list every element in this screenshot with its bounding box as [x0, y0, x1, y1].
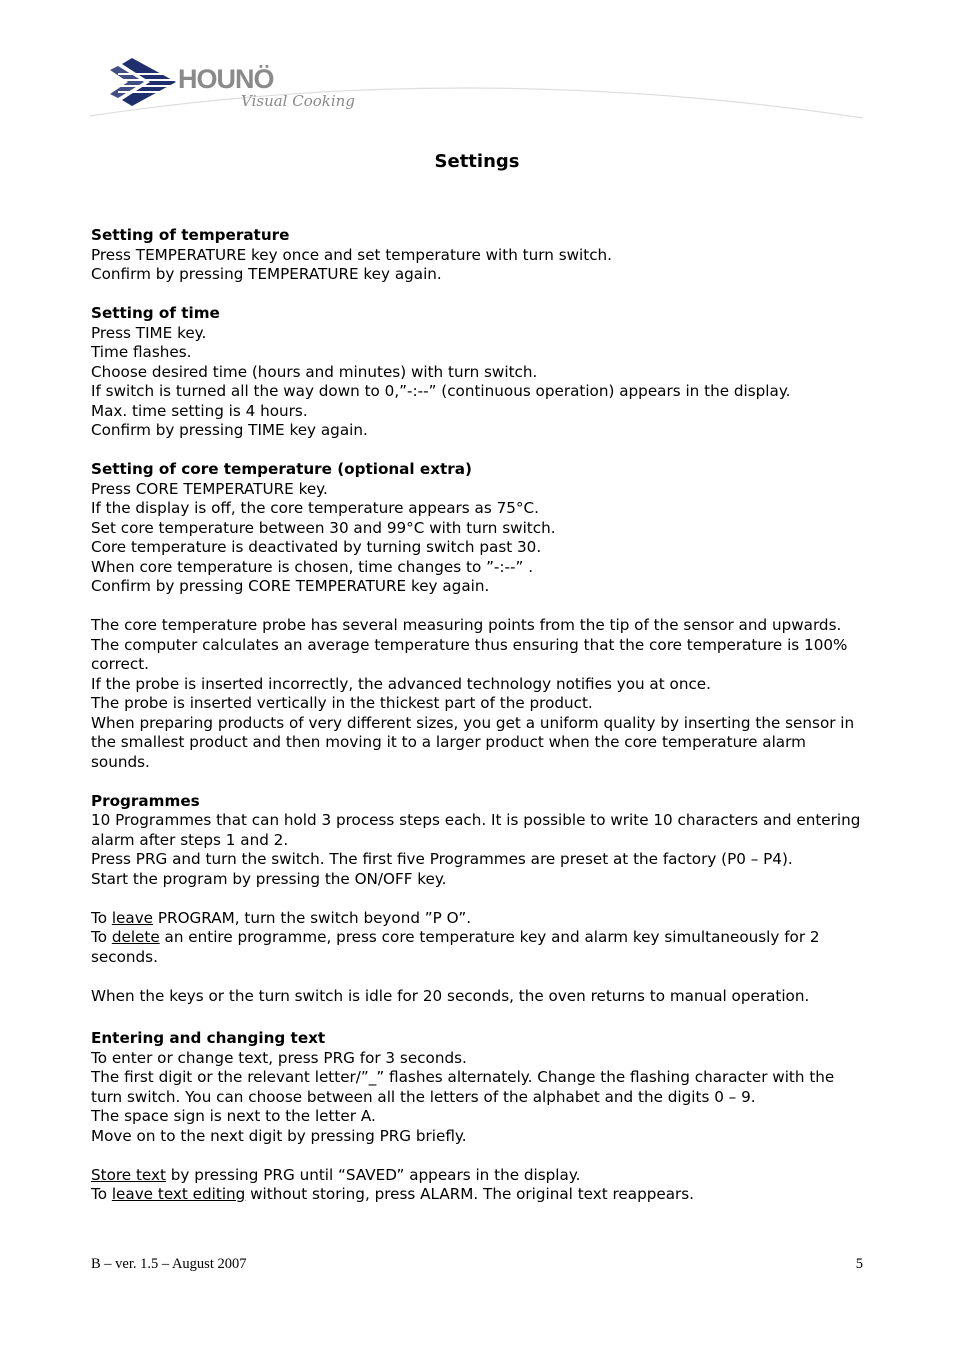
text-line: Start the program by pressing the ON/OFF key. [91, 869, 447, 888]
section-temperature [91, 226, 866, 285]
page-title: Settings [434, 151, 520, 172]
text-fragment: an entire programme, press core temperature key and alarm key simultaneously for 2 seconds. [91, 928, 820, 966]
section-heading: Setting of core temperature (optional extra) [91, 460, 472, 478]
section-programmes [91, 792, 866, 890]
text-line: Set core temperature between 30 and 99°C with turn switch. [91, 518, 556, 537]
text-line: If the display is off, the core temperature appears as 75°C. [91, 499, 539, 517]
text-line: Press CORE TEMPERATURE key. [91, 479, 328, 498]
text-line [91, 909, 866, 929]
text-fragment: without storing, press ALARM. The original text reappears. [245, 1185, 695, 1203]
section-leave-delete [91, 909, 866, 968]
text-line: Press TEMPERATURE key once and set temperature with turn switch. [91, 245, 612, 264]
text-line: The first digit or the relevant letter/”_” flashes alternately. Change the flashing character with the turn switch. You can choose between all the letters of the alphabet and the digits 0 – 9. [91, 1068, 835, 1106]
text-line: Core temperature is deactivated by turning switch past 30. [91, 538, 542, 556]
underlined-term: leave text editing [111, 1185, 246, 1203]
text-line: The core temperature probe has several measuring points from the tip of the sensor and upwards. [91, 616, 842, 634]
text-fragment: To [91, 908, 112, 927]
section-store [91, 1166, 866, 1205]
text-fragment: PROGRAM, turn the switch beyond ”P O”. [153, 908, 472, 927]
section-time [91, 304, 866, 441]
underlined-term: Store text [91, 1165, 166, 1184]
text-line [91, 928, 866, 967]
text-line: 10 Programmes that can hold 3 process steps each. It is possible to write 10 characters and entering alarm after steps 1 and 2. [91, 811, 861, 849]
text-line [91, 1185, 866, 1205]
text-fragment: To [91, 1185, 112, 1203]
text-line: Confirm by pressing TEMPERATURE key again. [91, 265, 442, 283]
section-heading: Programmes [91, 791, 200, 810]
text-line [91, 1166, 866, 1186]
text-line: When preparing products of very different sizes, you get a uniform quality by inserting the sensor in the smallest product and then moving it to a larger product when the core temperature alarm sounds. [91, 713, 855, 771]
text-line: When core temperature is chosen, time changes to ”-:--” . [91, 557, 534, 576]
text-line: When the keys or the turn switch is idle for 20 seconds, the oven returns to manual operation. [91, 986, 810, 1005]
text-line: If the probe is inserted incorrectly, the advanced technology notifies you at once. [91, 674, 711, 693]
section-heading: Setting of time [91, 304, 220, 322]
text-fragment: by pressing PRG until “SAVED” appears in the display. [165, 1165, 581, 1184]
text-fragment: To [91, 928, 112, 946]
text-line: Confirm by pressing TIME key again. [91, 421, 368, 439]
page-header [0, 0, 954, 130]
underlined-term: delete [111, 928, 160, 946]
underlined-term: leave [111, 908, 154, 927]
page-number: 5 [855, 1256, 863, 1272]
text-line: Move on to the next digit by pressing PRG briefly. [91, 1126, 467, 1145]
section-text-entry [91, 1029, 866, 1146]
section-core-temperature [91, 460, 866, 597]
text-line: Max. time setting is 4 hours. [91, 401, 308, 420]
text-line: Choose desired time (hours and minutes) with turn switch. [91, 362, 538, 381]
text-line: Time flashes. [91, 343, 192, 361]
brand-name: HOUNÖ [178, 64, 274, 94]
text-line: The space sign is next to the letter A. [91, 1107, 376, 1125]
text-line: The computer calculates an average temperature thus ensuring that the core temperature is 100% correct. [91, 635, 848, 673]
text-line: To enter or change text, press PRG for 3 seconds. [91, 1048, 467, 1067]
text-line: The probe is inserted vertically in the thickest part of the product. [91, 694, 593, 712]
brand-tagline: Visual Cooking [241, 92, 355, 110]
text-line: Press TIME key. [91, 323, 207, 342]
text-line: Confirm by pressing CORE TEMPERATURE key again. [91, 577, 490, 595]
section-heading: Setting of temperature [91, 226, 290, 244]
section-heading: Entering and changing text [91, 1029, 326, 1047]
version-label: B – ver. 1.5 – August 2007 [91, 1256, 247, 1272]
section-probe [91, 616, 866, 772]
text-line: Press PRG and turn the switch. The first five Programmes are preset at the factory (P0 – P4). [91, 850, 793, 868]
section-idle [91, 987, 866, 1007]
text-line: If switch is turned all the way down to 0,”-:--” (continuous operation) appears in the display. [91, 382, 791, 400]
document-body [91, 226, 866, 1224]
